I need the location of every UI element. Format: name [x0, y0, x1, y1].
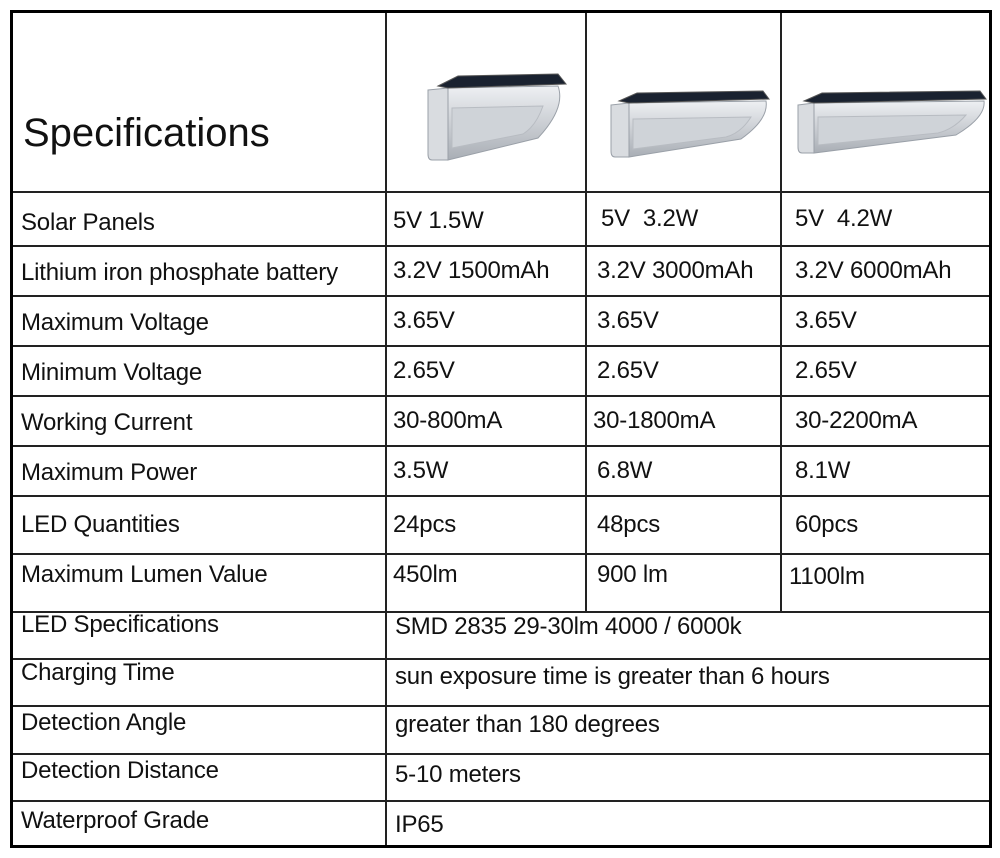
spec-table [13, 13, 989, 845]
solar-wall-lamp-large-image [788, 85, 988, 165]
row-divider [13, 705, 989, 707]
table-cell: 3.65V [795, 307, 857, 334]
table-cell: 6.8W [597, 457, 653, 484]
table-cell: 5-10 meters [395, 761, 521, 788]
row-label: LED Quantities [21, 511, 180, 538]
table-cell: 1100lm [789, 563, 865, 590]
row-divider [13, 191, 989, 193]
row-divider [13, 345, 989, 347]
col-divider [385, 13, 387, 845]
row-label: Working Current [21, 409, 193, 436]
table-cell: 48pcs [597, 511, 661, 538]
row-divider [13, 553, 989, 555]
row-label: Solar Panels [21, 209, 155, 236]
solar-wall-lamp-medium-image [601, 83, 771, 173]
row-label: Maximum Lumen Value [21, 561, 268, 588]
table-cell: 30-2200mA [795, 407, 918, 434]
row-divider [13, 800, 989, 802]
row-label: Maximum Voltage [21, 309, 209, 336]
row-divider [13, 445, 989, 447]
table-cell: SMD 2835 29-30lm 4000 / 6000k [395, 613, 742, 640]
table-cell: 5V 1.5W [393, 207, 484, 234]
table-cell: 3.65V [393, 307, 455, 334]
table-cell: sun exposure time is greater than 6 hours [395, 663, 830, 690]
table-cell: 30-1800mA [593, 407, 716, 434]
table-cell: 3.2V 1500mAh [393, 257, 550, 284]
col-divider [780, 13, 782, 611]
table-cell: 3.2V 6000mAh [795, 257, 952, 284]
col-divider [585, 13, 587, 611]
page-title: Specifications [23, 111, 270, 155]
row-divider [13, 245, 989, 247]
spec-sheet [10, 10, 992, 848]
row-label: Maximum Power [21, 459, 198, 486]
row-label: Detection Angle [21, 709, 187, 736]
table-cell: 2.65V [393, 357, 455, 384]
table-cell: 24pcs [393, 511, 457, 538]
table-cell: 900 lm [597, 561, 668, 588]
row-label: LED Specifications [21, 611, 219, 638]
row-label: Lithium iron phosphate battery [21, 259, 338, 286]
table-cell: 5V 3.2W [601, 205, 699, 232]
row-divider [13, 753, 989, 755]
row-label: Waterproof Grade [21, 807, 209, 834]
solar-wall-lamp-small-image [418, 68, 568, 168]
table-cell: 8.1W [795, 457, 851, 484]
table-cell: 5V 4.2W [795, 205, 893, 232]
table-cell: 60pcs [795, 511, 859, 538]
row-divider [13, 495, 989, 497]
row-label: Minimum Voltage [21, 359, 203, 386]
table-cell: 30-800mA [393, 407, 503, 434]
table-cell: IP65 [395, 811, 444, 838]
row-divider [13, 395, 989, 397]
table-cell: 2.65V [795, 357, 857, 384]
row-label: Charging Time [21, 659, 175, 686]
table-cell: greater than 180 degrees [395, 711, 660, 738]
row-divider [13, 295, 989, 297]
table-cell: 3.2V 3000mAh [597, 257, 754, 284]
row-label: Detection Distance [21, 757, 219, 784]
table-cell: 450lm [393, 561, 458, 588]
table-cell: 3.65V [597, 307, 659, 334]
table-cell: 3.5W [393, 457, 449, 484]
table-cell: 2.65V [597, 357, 659, 384]
